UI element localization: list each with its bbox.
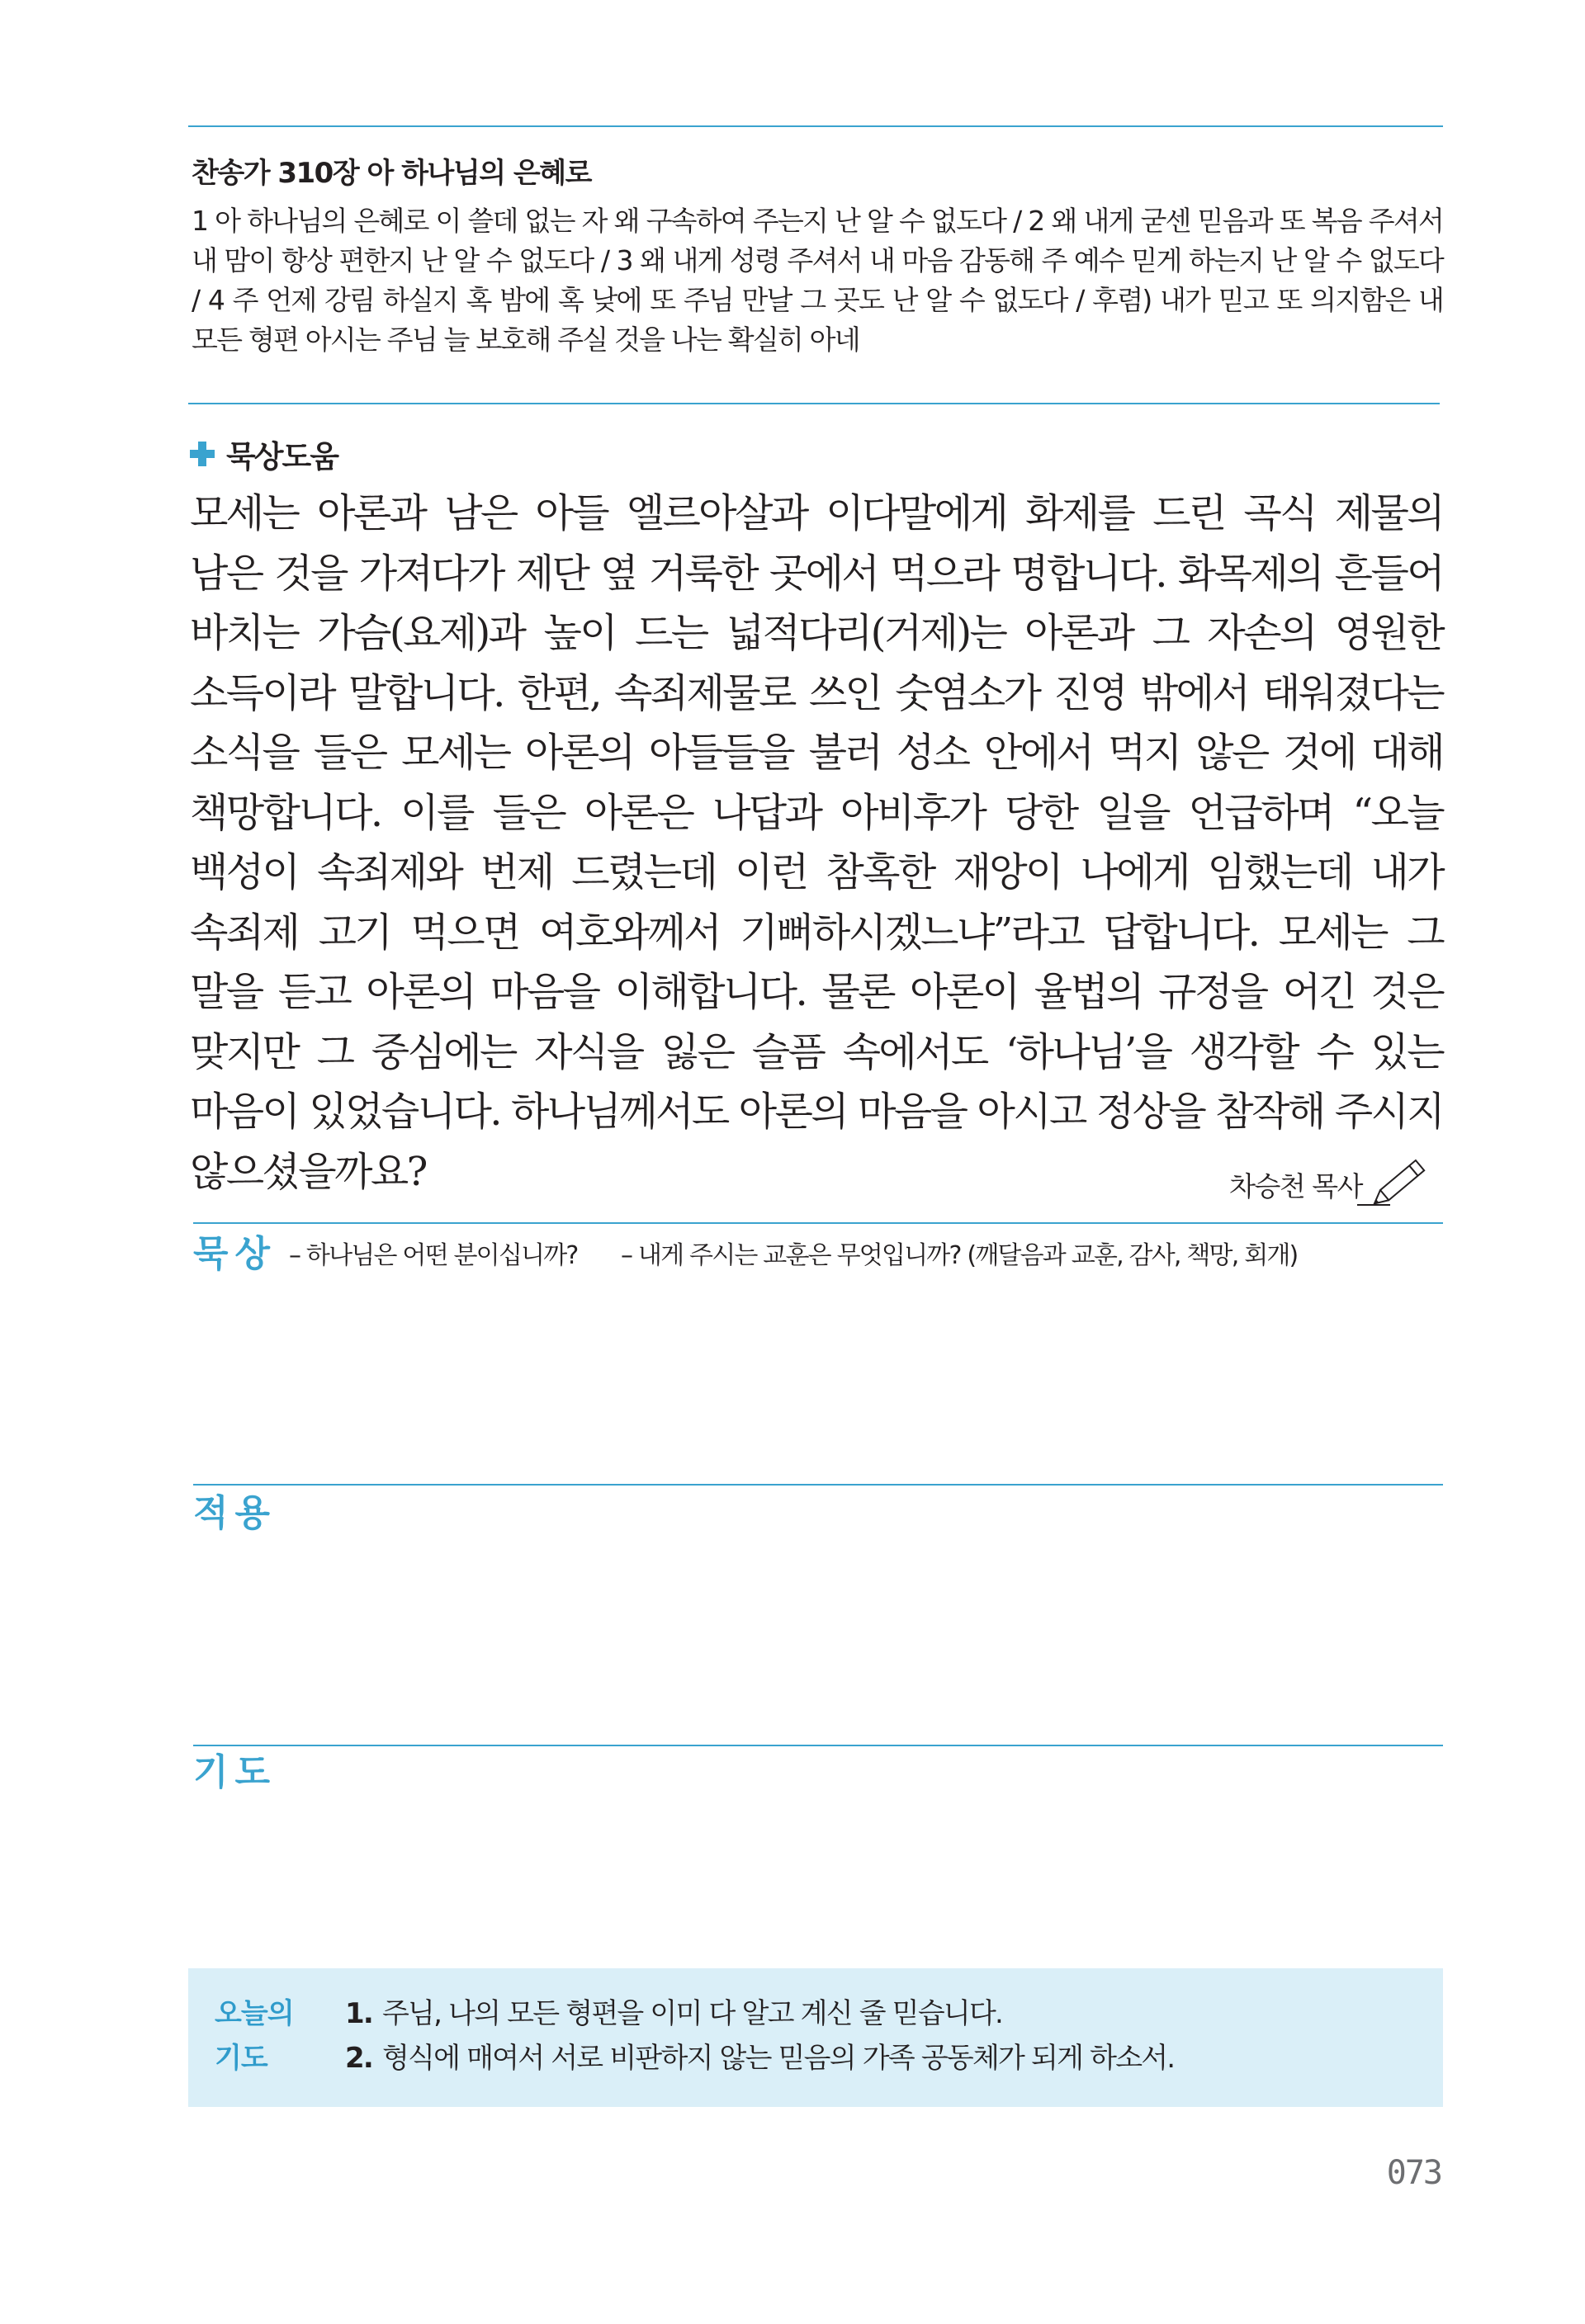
prayer-item-number: 1. — [345, 1997, 372, 2030]
todays-prayer-box — [188, 1968, 1443, 2107]
meditation-question-1: – 하나님은 어떤 분이십니까? — [289, 1241, 578, 1270]
prayer-divider — [193, 1745, 1443, 1746]
prayer-item — [345, 1991, 1174, 2036]
meditation-label: 묵상 — [193, 1233, 277, 1275]
hymn-title: 찬송가 310장 아 하나님의 은혜로 — [192, 157, 591, 190]
meditation-help-heading — [190, 434, 338, 474]
hymn-divider — [188, 403, 1440, 404]
meditation-divider — [193, 1222, 1443, 1224]
prayer-item — [345, 2036, 1174, 2081]
plus-icon — [190, 442, 215, 466]
prayer-item-number: 2. — [345, 2042, 372, 2075]
prayer-label: 기도 — [193, 1751, 277, 1793]
hymn-lyrics: 1 아 하나님의 은혜로 이 쓸데 없는 자 왜 구속하여 주는지 난 알 수 없도다 / 2 왜 내게 굳센 믿음과 또 복음 주셔서 내 맘이 항상 편한지 난 알 수 없도다 / 3 왜 내게 성령 주셔서 내 마음 감동해 주 예수 믿게 하는지 난 알 수 없도다 / 4 주 언제 강림 하실지 혹 밤에 혹 낮에 또 주님 만날 그 곳도 난 알 수 없도다 / 후렴) 내가 믿고 또 의지함은 내 모든 형편 아시는 주님 늘 보호해 주실 것을 나는 확실히 아네 — [192, 205, 1443, 356]
todays-prayer-label-line-1: 오늘의 — [215, 1997, 294, 2030]
prayer-item-text: 주님, 나의 모든 형편을 이미 다 알고 계신 줄 믿습니다. — [381, 1997, 1002, 2030]
signature — [1229, 1147, 1435, 1207]
prayer-list — [345, 1991, 1174, 2081]
todays-prayer-label-line-2: 기도 — [215, 2042, 267, 2075]
application-label: 적용 — [193, 1492, 277, 1534]
top-divider — [188, 125, 1443, 127]
meditation-help-body: 모세는 아론과 남은 아들 엘르아살과 이다말에게 화제를 드린 곡식 제물의 남은 것을 가져다가 제단 옆 거룩한 곳에서 먹으라 명합니다. 화목제의 흔들어 바치는 가슴(요제)과 높이 드는 넓적다리(거제)는 아론과 그 자손의 영원한 소득이라 말합니다. 한편, 속죄제물로 쓰인 숫염소가 진영 밖에서 태워졌다는 소식을 들은 모세는 아론의 아들들을 불러 성소 안에서 먹지 않은 것에 대해 책망합니다. 이를 들은 아론은 나답과 아비후가 당한 일을 언급하며 “오늘 백성이 속죄제와 번제 드렸는데 이런 참혹한 재앙이 나에게 임했는데 내가 속죄제 고기 먹으면 여호와께서 기뻐하시겠느냐”라고 답합니다. 모세는 그 말을 듣고 아론의 마음을 이해합니다. 물론 아론이 율법의 규정을 어긴 것은 맞지만 그 중심에는 자식을 잃은 슬픔 속에서도 ‘하나님’을 생각할 수 있는 마음이 있었습니다. 하나님께서도 아론의 마음을 아시고 정상을 참작해 주시지 않으셨을까요? — [190, 490, 1443, 1195]
prayer-item-text: 형식에 매여서 서로 비판하지 않는 믿음의 가족 공동체가 되게 하소서. — [381, 2042, 1175, 2075]
page-number: 073 — [1386, 2154, 1441, 2192]
application-divider — [193, 1484, 1443, 1486]
meditation-help-label: 묵상도움 — [226, 439, 338, 475]
signature-name: 차승천 목사 — [1229, 1170, 1362, 1202]
pencil-icon — [1357, 1150, 1435, 1207]
meditation-question-2: – 내게 주시는 교훈은 무엇입니까? (깨달음과 교훈, 감사, 책망, 회개) — [621, 1241, 1298, 1270]
todays-prayer-label — [215, 1991, 297, 2081]
